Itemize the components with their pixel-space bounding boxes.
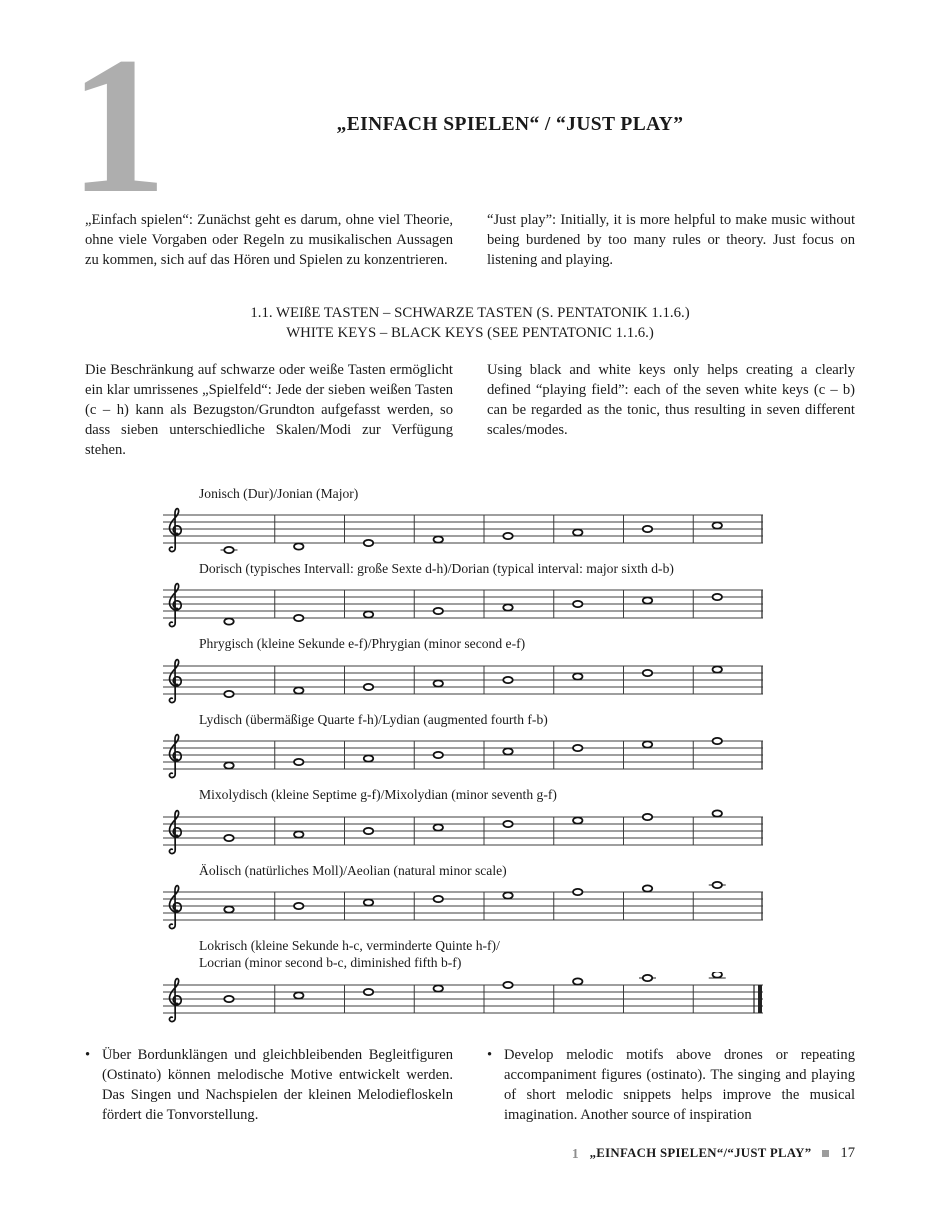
whole-note [503,677,512,683]
whole-note [503,605,512,611]
whole-note [573,529,582,535]
scale-label: Dorisch (typisches Intervall: große Sexte d-h)/Dorian (typical interval: major sixth d-b) [199,561,674,577]
treble-clef-icon [170,735,182,774]
whole-note [713,810,722,816]
whole-note [364,828,373,834]
whole-note [643,742,652,748]
footer-square-icon [822,1150,829,1157]
whole-note [294,992,303,998]
whole-note [294,687,303,693]
whole-note [643,814,652,820]
whole-note [364,612,373,618]
body-paragraph-german: Die Beschränkung auf schwarze oder weiße Tasten ermöglicht ein klar umrissenes „Spielfeld“: Jede der sieben weißen Tasten (c – h) kann als Bezugston/Grundton aufgefasst werden, so dass sieben unterschiedliche Skalen/Modi zur Verfügung stehen. [85,361,453,458]
whole-note [573,889,582,895]
whole-note [434,985,443,991]
whole-note [713,738,722,744]
whole-note [434,680,443,686]
intro-paragraph-english: “Just play”: Initially, it is more helpful to make music without being burdened by too many rules or theory. Just focus on listening and playing. [487,211,855,268]
treble-clef-icon [169,773,175,777]
staff-lokrisch [163,972,763,1028]
whole-note [364,989,373,995]
whole-note [364,684,373,690]
scale-label: Locrian (minor second b-c, diminished fifth b-f) [199,955,462,971]
whole-note [294,615,303,621]
chapter-title: „EINFACH SPIELEN“ / “JUST PLAY” [336,114,684,135]
staff-dorisch [163,577,763,633]
whole-note [713,666,722,672]
section-heading-german: 1.1. WEIßE TASTEN – SCHWARZE TASTEN (S. PENTATONIK 1.1.6.) [250,304,690,321]
whole-note [573,601,582,607]
scale-block-jonisch [163,485,763,558]
whole-note [294,903,303,909]
scale-block-dorisch [163,560,763,633]
whole-note [224,996,233,1002]
whole-note [643,598,652,604]
treble-clef-icon [169,698,175,702]
whole-note [573,817,582,823]
scale-label: Jonisch (Dur)/Jonian (Major) [199,485,359,501]
whole-note [434,896,443,902]
whole-note [434,752,443,758]
whole-note [224,763,233,769]
whole-note [503,821,512,827]
whole-note [434,608,443,614]
whole-note [364,540,373,546]
whole-note [713,594,722,600]
whole-note [503,892,512,898]
scale-block-lydisch [163,711,763,784]
whole-note [224,906,233,912]
whole-note [643,670,652,676]
whole-note [434,824,443,830]
section-heading [85,304,855,344]
bullet-text-german: Über Bordunklängen und gleichbleibenden Begleitfiguren (Ostinato) können melodische Motive entwickelt werden. Das Singen und Nachspielen der kleinen Melodiefloskeln fördert die Tonvorstellung. [102,1046,453,1123]
whole-note [224,691,233,697]
treble-clef-icon [170,886,182,925]
whole-note [364,756,373,762]
intro-paragraph-german: „Einfach spielen“: Zunächst geht es darum, ohne viel Theorie, ohne viele Vorgaben oder Regeln zu musikalischen Aussagen zu kommen, sich auf das Hören und Spielen zu konzentrieren. [85,211,453,268]
scale-label: Phrygisch (kleine Sekunde e-f)/Phrygian (minor second e-f) [199,636,526,652]
footer-page-number: 17 [840,1145,855,1161]
whole-note [364,899,373,905]
bullet-german [85,1046,453,1126]
treble-clef-icon [170,584,182,623]
scale-block-mixolydisch [163,786,763,859]
footer-chapter-number: 1 [571,1145,579,1161]
bullet-english [487,1046,855,1126]
treble-clef-icon [170,810,182,849]
staff-mixolydisch [163,804,763,860]
treble-clef-icon [169,924,175,928]
chapter-header [69,17,855,234]
whole-note [294,831,303,837]
scale-label: Lokrisch (kleine Sekunde h-c, verminderte Quinte h-f)/ [199,938,500,954]
staff-phrygisch [163,653,763,709]
whole-note [573,745,582,751]
staff-aeolisch [163,879,763,935]
scale-block-aeolisch [163,862,763,935]
scale-label: Äolisch (natürliches Moll)/Aeolian (natural minor scale) [199,862,507,878]
scale-block-lokrisch [163,937,763,1028]
whole-note [224,835,233,841]
whole-note [643,975,652,981]
whole-note [503,749,512,755]
whole-note [503,533,512,539]
whole-note [434,536,443,542]
whole-note [224,547,233,553]
whole-note [573,978,582,984]
footer-chapter-title: „EINFACH SPIELEN“/“JUST PLAY” [589,1146,812,1160]
whole-note [643,526,652,532]
whole-note [224,619,233,625]
section-heading-english: WHITE KEYS – BLACK KEYS (SEE PENTATONIC 1.1.6.) [286,324,654,341]
treble-clef-icon [170,659,182,698]
intro-section [85,211,855,271]
whole-note [713,882,722,888]
whole-note [573,673,582,679]
treble-clef-icon [170,509,182,548]
treble-clef-icon [169,623,175,627]
whole-note [294,759,303,765]
treble-clef-icon [170,978,182,1017]
bullets-section [85,1046,855,1126]
scale-label: Mixolydisch (kleine Septime g-f)/Mixolydian (minor seventh g-f) [199,787,557,803]
whole-note [713,972,722,978]
treble-clef-icon [169,1017,175,1021]
page-footer [572,1145,855,1162]
staff-lydisch [163,728,763,784]
whole-note [713,522,722,528]
bullet-marker: • [487,1046,493,1063]
chapter-number: 1 [69,17,163,234]
treble-clef-icon [169,547,175,551]
staff-jonisch [163,502,763,558]
bullet-marker: • [85,1046,91,1063]
bullet-text-english: Develop melodic motifs above drones or repeating accompaniment figures (ostinato). The singing and playing of short melodic snippets helps improve the musical imagination. Another source of inspiration [504,1046,855,1123]
scale-block-phrygisch [163,635,763,708]
scale-label: Lydisch (übermäßige Quarte f-h)/Lydian (augmented fourth f-b) [199,711,548,727]
body-section [85,361,855,461]
whole-note [503,982,512,988]
whole-note [294,543,303,549]
whole-note [643,885,652,891]
staves [163,485,763,1028]
treble-clef-icon [169,849,175,853]
body-paragraph-english: Using black and white keys only helps creating a clearly defined “playing field”: each of the seven white keys (c – b) can be regarded as the tonic, thus resulting in seven different scales/modes. [487,361,855,438]
